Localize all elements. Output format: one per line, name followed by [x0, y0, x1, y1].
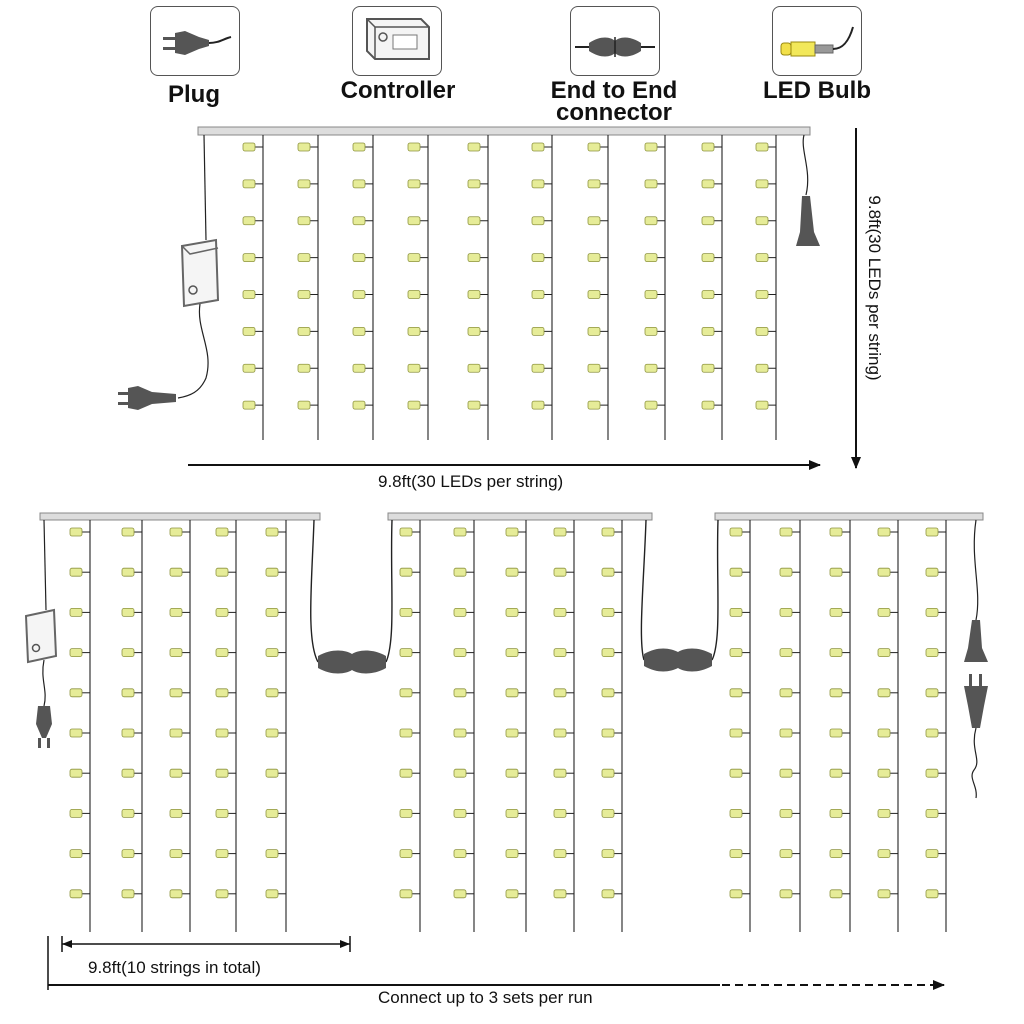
led-bulb: [780, 608, 792, 616]
led-bulb: [554, 608, 566, 616]
set1-led-string-5: [266, 520, 286, 932]
led-bulb: [468, 327, 480, 335]
led-bulb: [454, 809, 466, 817]
connector2-cable-right: [712, 520, 718, 660]
led-bulb: [243, 143, 255, 151]
top-controller-icon: [182, 240, 218, 306]
set2-led-string-2: [454, 520, 474, 932]
connector-label-line1: End to End: [550, 77, 678, 104]
led-bulb: [602, 890, 614, 898]
led-bulb: [216, 608, 228, 616]
led-bulb: [756, 143, 768, 151]
led-bulb: [532, 217, 544, 225]
led-bulb: [780, 649, 792, 657]
led-bulb: [298, 291, 310, 299]
led-bulb: [878, 608, 890, 616]
led-bulb: [588, 291, 600, 299]
led-bulb: [170, 729, 182, 737]
led-bulb: [730, 649, 742, 657]
led-bulb: [532, 401, 544, 409]
led-bulb: [216, 809, 228, 817]
led-bulb: [454, 528, 466, 536]
led-bulb: [216, 528, 228, 536]
led-bulb: [730, 850, 742, 858]
led-bulb: [756, 180, 768, 188]
led-bulb: [243, 401, 255, 409]
set3-extension-cable: [972, 728, 977, 798]
led-bulb: [506, 809, 518, 817]
led-bulb: [780, 769, 792, 777]
led-bulb: [266, 890, 278, 898]
set1-led-string-3: [170, 520, 190, 932]
led-bulb: [780, 809, 792, 817]
led-bulb: [298, 217, 310, 225]
top-led-string-7: [588, 135, 608, 440]
led-bulb: [780, 689, 792, 697]
led-bulb: [554, 729, 566, 737]
top-led-string-5: [468, 135, 488, 440]
led-bulb: [353, 217, 365, 225]
led-bulb: [400, 850, 412, 858]
led-bulb: [588, 143, 600, 151]
led-bulb: [298, 401, 310, 409]
led-bulb: [400, 890, 412, 898]
set1-controller-icon: [26, 610, 56, 662]
led-bulb: [70, 568, 82, 576]
led-bulb: [730, 729, 742, 737]
led-bulb: [70, 608, 82, 616]
led-bulb: [588, 217, 600, 225]
led-bulb: [506, 729, 518, 737]
led-bulb: [400, 528, 412, 536]
led-bulb-label: LED Bulb: [763, 77, 871, 104]
led-bulb: [602, 649, 614, 657]
led-bulb: [602, 850, 614, 858]
led-bulb: [353, 327, 365, 335]
led-bulb: [216, 729, 228, 737]
led-bulb: [122, 729, 134, 737]
led-bulb: [926, 809, 938, 817]
led-bulb: [353, 180, 365, 188]
led-bulb: [454, 850, 466, 858]
led-bulb: [780, 890, 792, 898]
led-bulb: [70, 769, 82, 777]
led-bulb: [243, 291, 255, 299]
led-bulb: [216, 769, 228, 777]
led-bulb: [878, 729, 890, 737]
led-bulb: [730, 528, 742, 536]
led-bulb: [298, 254, 310, 262]
top-end-socket-icon: [796, 196, 820, 246]
led-bulb: [266, 528, 278, 536]
connector-label-line2: connector: [555, 99, 672, 126]
led-bulb: [400, 649, 412, 657]
top-led-string-8: [645, 135, 665, 440]
led-bulb: [926, 608, 938, 616]
led-bulb: [70, 729, 82, 737]
led-bulb: [756, 327, 768, 335]
led-bulb: [830, 568, 842, 576]
led-bulb: [702, 180, 714, 188]
led-bulb: [454, 890, 466, 898]
led-bulb: [468, 217, 480, 225]
led-bulb: [454, 568, 466, 576]
set2-led-string-3: [506, 520, 526, 932]
led-bulb: [702, 143, 714, 151]
led-bulb: [702, 254, 714, 262]
top-led-string-2: [298, 135, 318, 440]
set3-end-cable: [974, 520, 977, 620]
led-bulb: [243, 254, 255, 262]
led-bulb: [298, 327, 310, 335]
led-bulb: [454, 608, 466, 616]
led-bulb: [532, 254, 544, 262]
led-bulb: [70, 528, 82, 536]
led-bulb: [400, 729, 412, 737]
led-bulb: [70, 689, 82, 697]
led-bulb: [266, 568, 278, 576]
led-bulb: [702, 217, 714, 225]
led-bulb: [216, 568, 228, 576]
top-curtain: [118, 127, 856, 468]
led-bulb: [878, 850, 890, 858]
led-bulb: [506, 769, 518, 777]
led-bulb: [266, 649, 278, 657]
top-strings: [243, 135, 776, 440]
led-bulb: [645, 254, 657, 262]
led-bulb: [602, 568, 614, 576]
led-bulb: [730, 568, 742, 576]
led-bulb: [926, 769, 938, 777]
led-bulb: [602, 729, 614, 737]
led-bulb: [70, 649, 82, 657]
top-led-string-3: [353, 135, 373, 440]
connector1-icon: [318, 651, 386, 674]
set3-led-string-1: [730, 520, 750, 932]
set3-end-socket-icon: [964, 620, 988, 662]
led-bulb: [454, 689, 466, 697]
top-controller-cable: [204, 135, 206, 240]
led-bulb: [730, 689, 742, 697]
led-bulb: [170, 608, 182, 616]
led-bulb: [243, 180, 255, 188]
top-led-string-10: [756, 135, 776, 440]
plug-label: Plug: [168, 81, 220, 108]
led-bulb: [122, 649, 134, 657]
set3-led-string-5: [926, 520, 946, 932]
led-bulb: [756, 254, 768, 262]
led-bulb: [645, 217, 657, 225]
led-bulb: [266, 769, 278, 777]
led-bulb: [554, 769, 566, 777]
led-bulb: [532, 364, 544, 372]
set2-led-string-4: [554, 520, 574, 932]
led-bulb: [756, 364, 768, 372]
led-bulb: [830, 649, 842, 657]
led-bulb: [216, 890, 228, 898]
bottom-rail-1: [40, 513, 320, 520]
led-bulb: [353, 143, 365, 151]
led-bulb: [408, 143, 420, 151]
led-bulb: [216, 689, 228, 697]
led-bulb: [645, 327, 657, 335]
led-bulb: [588, 327, 600, 335]
led-bulb: [70, 809, 82, 817]
led-bulb: [353, 291, 365, 299]
led-bulb: [830, 890, 842, 898]
led-bulb: [353, 364, 365, 372]
led-bulb: [554, 568, 566, 576]
led-bulb: [170, 568, 182, 576]
set1-power-cable: [43, 660, 45, 706]
led-bulb: [730, 769, 742, 777]
led-bulb: [926, 729, 938, 737]
led-bulb: [830, 809, 842, 817]
led-bulb: [216, 649, 228, 657]
led-bulb: [266, 729, 278, 737]
led-bulb: [408, 291, 420, 299]
led-bulb: [506, 890, 518, 898]
led-bulb: [122, 689, 134, 697]
led-bulb: [926, 689, 938, 697]
led-bulb: [408, 401, 420, 409]
led-bulb: [878, 769, 890, 777]
led-bulb: [588, 364, 600, 372]
set1-controller-cable: [44, 520, 46, 610]
led-bulb: [830, 769, 842, 777]
led-bulb: [122, 809, 134, 817]
led-bulb: [468, 401, 480, 409]
led-bulb: [554, 809, 566, 817]
led-bulb: [454, 769, 466, 777]
led-bulb: [878, 528, 890, 536]
led-bulb: [702, 364, 714, 372]
led-bulb: [756, 291, 768, 299]
led-bulb: [170, 890, 182, 898]
led-bulb: [645, 180, 657, 188]
led-bulb: [878, 809, 890, 817]
led-bulb: [266, 689, 278, 697]
led-bulb: [878, 568, 890, 576]
led-bulb: [216, 850, 228, 858]
led-bulb: [878, 649, 890, 657]
connector2-icon: [644, 649, 712, 672]
led-bulb: [122, 528, 134, 536]
led-bulb: [122, 890, 134, 898]
led-bulb: [588, 401, 600, 409]
led-bulb: [780, 850, 792, 858]
led-bulb: [468, 143, 480, 151]
led-bulb: [878, 689, 890, 697]
led-bulb: [506, 649, 518, 657]
led-bulb: [830, 608, 842, 616]
led-bulb: [353, 401, 365, 409]
controller-label: Controller: [340, 77, 456, 104]
width-dimension-label: 9.8ft(30 LEDs per string): [378, 472, 564, 491]
led-bulb: [645, 291, 657, 299]
top-led-string-4: [408, 135, 428, 440]
set1-led-string-4: [216, 520, 236, 932]
led-bulb: [70, 890, 82, 898]
led-bulb: [554, 689, 566, 697]
led-bulb: [468, 180, 480, 188]
led-bulb: [170, 528, 182, 536]
led-bulb: [730, 890, 742, 898]
height-dimension-label: 9.8ft(30 LEDs per string): [865, 195, 884, 381]
top-rail: [198, 127, 810, 135]
led-bulb: [780, 729, 792, 737]
connect-runs-label: Connect up to 3 sets per run: [378, 988, 593, 1007]
top-led-string-6: [532, 135, 552, 440]
led-bulb: [602, 528, 614, 536]
led-bulb: [408, 180, 420, 188]
set3-led-string-2: [780, 520, 800, 932]
set1-led-string-2: [122, 520, 142, 932]
led-bulb: [506, 689, 518, 697]
led-bulb: [830, 528, 842, 536]
led-bulb: [730, 809, 742, 817]
bottom-rail-3: [715, 513, 983, 520]
led-bulb: [532, 327, 544, 335]
led-bulb: [588, 254, 600, 262]
led-bulb: [602, 769, 614, 777]
led-bulb: [266, 608, 278, 616]
led-bulb: [602, 809, 614, 817]
led-bulb: [780, 568, 792, 576]
led-bulb: [506, 568, 518, 576]
led-bulb: [170, 809, 182, 817]
bottom-rail-2: [388, 513, 652, 520]
led-bulb: [756, 217, 768, 225]
led-bulb: [645, 364, 657, 372]
led-bulb: [122, 568, 134, 576]
led-bulb: [532, 143, 544, 151]
led-bulb: [408, 364, 420, 372]
led-bulb: [266, 809, 278, 817]
set1-led-string-1: [70, 520, 90, 932]
led-bulb: [408, 327, 420, 335]
top-end-cable: [803, 135, 808, 195]
led-bulb: [645, 143, 657, 151]
led-bulb: [468, 291, 480, 299]
led-bulb: [602, 608, 614, 616]
connector1-cable-right: [386, 520, 392, 662]
led-bulb: [454, 649, 466, 657]
bottom-curtains: [26, 513, 988, 990]
led-bulb: [588, 180, 600, 188]
led-bulb: [468, 254, 480, 262]
led-bulb: [702, 291, 714, 299]
led-bulb: [532, 291, 544, 299]
led-bulb: [926, 568, 938, 576]
led-bulb: [170, 850, 182, 858]
led-bulb: [400, 608, 412, 616]
top-led-string-1: [243, 135, 263, 440]
led-bulb: [243, 217, 255, 225]
strings-dimension-label: 9.8ft(10 strings in total): [88, 958, 261, 977]
top-power-cable: [178, 304, 208, 398]
led-bulb: [645, 401, 657, 409]
led-bulb: [400, 809, 412, 817]
set3-extension-plug-icon: [964, 674, 988, 728]
led-bulb: [353, 254, 365, 262]
led-bulb: [532, 180, 544, 188]
led-bulb: [554, 649, 566, 657]
led-bulb: [408, 254, 420, 262]
led-bulb: [506, 850, 518, 858]
led-bulb: [780, 528, 792, 536]
led-bulb: [506, 528, 518, 536]
led-bulb: [830, 850, 842, 858]
set3-led-string-4: [878, 520, 898, 932]
led-bulb: [926, 890, 938, 898]
led-bulb: [554, 890, 566, 898]
led-bulb: [730, 608, 742, 616]
led-bulb: [602, 689, 614, 697]
led-bulb: [122, 608, 134, 616]
connector2-cable-left: [641, 520, 646, 660]
led-bulb: [878, 890, 890, 898]
led-bulb: [926, 649, 938, 657]
led-bulb: [170, 649, 182, 657]
led-bulb: [266, 850, 278, 858]
led-bulb: [830, 689, 842, 697]
led-bulb: [298, 143, 310, 151]
led-bulb: [408, 217, 420, 225]
bottom-strings: [70, 520, 946, 932]
led-bulb: [70, 850, 82, 858]
set1-plug-icon: [36, 706, 52, 748]
led-bulb: [298, 180, 310, 188]
led-bulb: [243, 364, 255, 372]
led-bulb: [554, 528, 566, 536]
led-bulb: [756, 401, 768, 409]
led-bulb: [554, 850, 566, 858]
led-bulb: [702, 401, 714, 409]
led-bulb: [468, 364, 480, 372]
top-plug-icon: [118, 386, 176, 410]
led-bulb: [170, 689, 182, 697]
led-bulb: [926, 528, 938, 536]
led-bulb: [506, 608, 518, 616]
led-bulb: [400, 689, 412, 697]
led-bulb: [400, 568, 412, 576]
led-bulb: [298, 364, 310, 372]
led-bulb: [122, 769, 134, 777]
set3-led-string-3: [830, 520, 850, 932]
set2-led-string-5: [602, 520, 622, 932]
led-bulb: [454, 729, 466, 737]
connector1-cable-left: [311, 520, 318, 662]
led-bulb: [830, 729, 842, 737]
top-led-string-9: [702, 135, 722, 440]
led-bulb: [243, 327, 255, 335]
set2-led-string-1: [400, 520, 420, 932]
led-bulb: [400, 769, 412, 777]
led-bulb: [702, 327, 714, 335]
led-bulb: [122, 850, 134, 858]
led-bulb: [926, 850, 938, 858]
led-bulb: [170, 769, 182, 777]
